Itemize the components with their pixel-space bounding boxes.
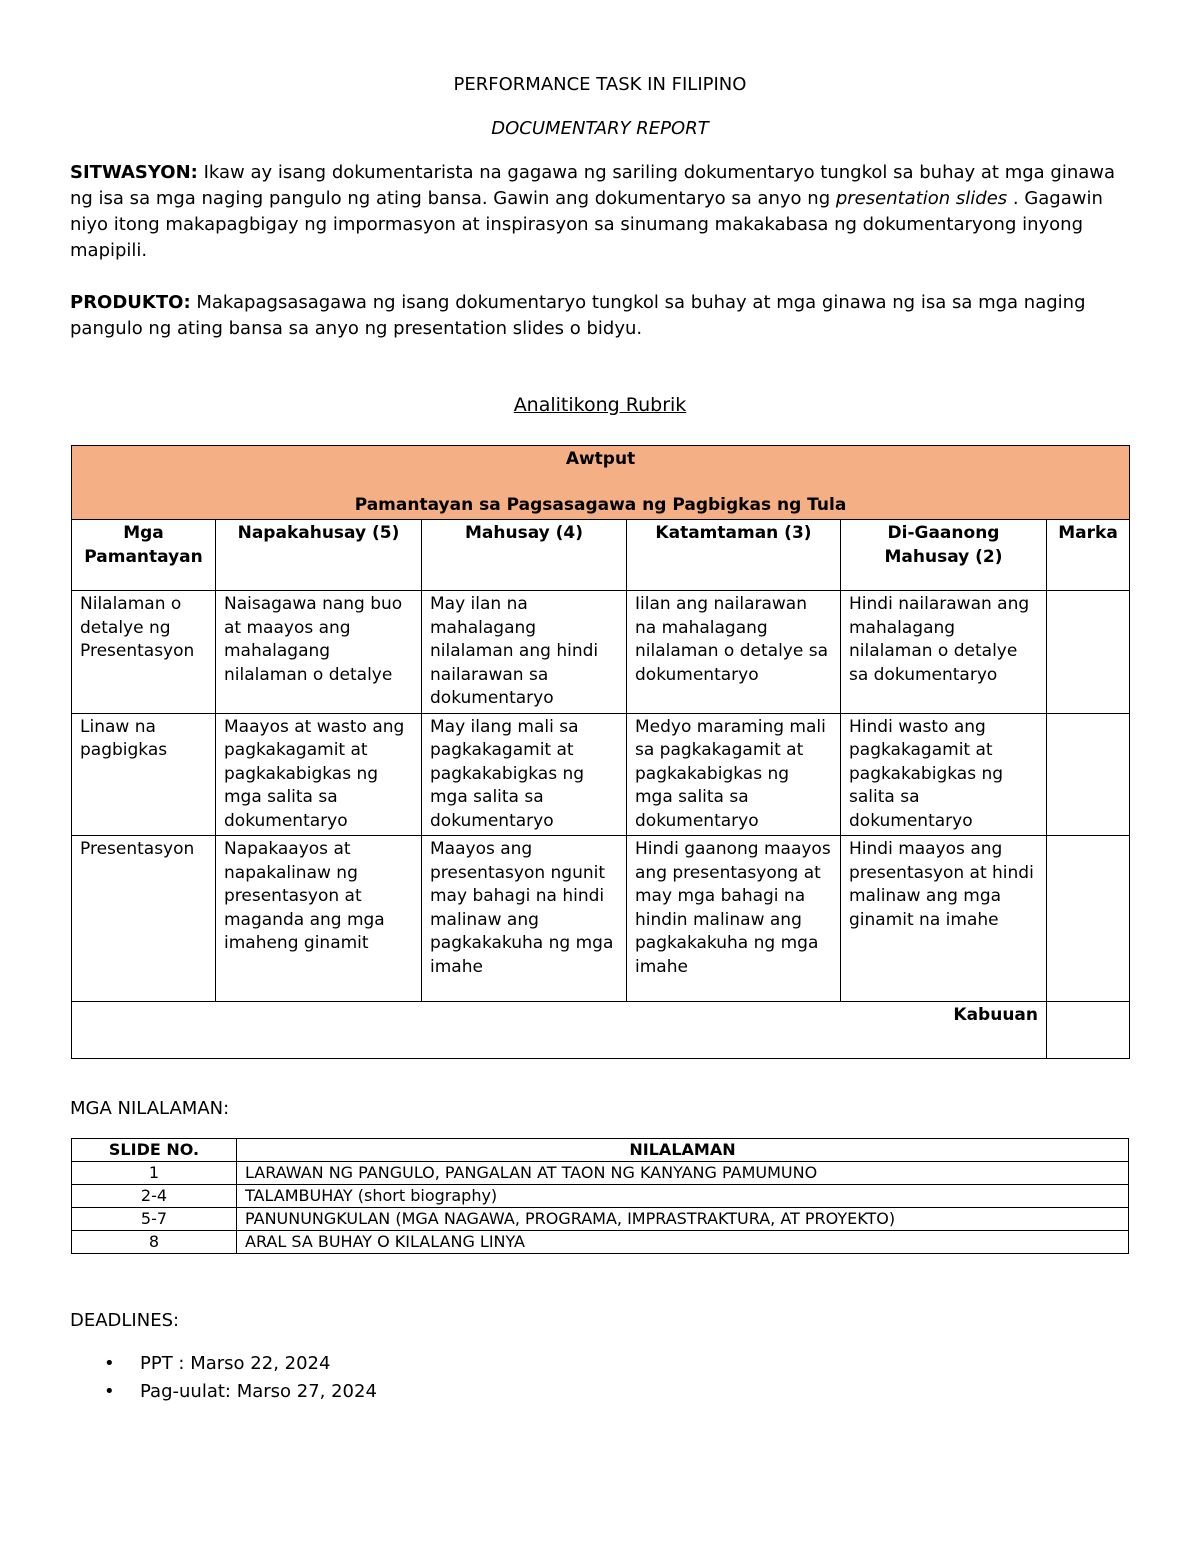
rubric-banner (72, 446, 1130, 520)
situation-label: SITWASYON: (70, 162, 198, 183)
product-paragraph (70, 290, 1120, 342)
page-subtitle: DOCUMENTARY REPORT (491, 118, 709, 139)
rubric-cell: Hindi nailarawan ang mahalagang nilalaman o detalye sa dokumentaryo (841, 591, 1047, 714)
slide-number: 5-7 (72, 1208, 237, 1231)
contents-label: MGA NILALAMAN: (70, 1098, 230, 1119)
total-row (72, 1002, 1130, 1059)
rubric-cell: Hindi gaanong maayos ang presentasyong at may mga bahagi na hindin malinaw ang pagkakakuha ng mga imahe (627, 836, 841, 1002)
slide-content: LARAWAN NG PANGULO, PANGALAN AT TAON NG KANYANG PAMUMUNO (237, 1162, 1129, 1185)
rubric-cell: Maayos at wasto ang pagkakagamit at pagkakabigkas ng mga salita sa dokumentaryo (216, 713, 422, 836)
slide-content: ARAL SA BUHAY O KILALANG LINYA (237, 1231, 1129, 1254)
bullet-icon: • (104, 1381, 115, 1402)
column-header: Napakahusay (5) (216, 520, 422, 591)
rubric-banner-title: Awtput (565, 449, 636, 469)
rubric-table (71, 445, 1130, 1059)
table-row (72, 1208, 1129, 1231)
rubric-cell: Iilan ang nailarawan na mahalagang nilalaman o detalye sa dokumentaryo (627, 591, 841, 714)
list-item (104, 1378, 377, 1406)
column-header: SLIDE NO. (72, 1139, 237, 1162)
rubric-header-row (72, 520, 1130, 591)
table-row (72, 1185, 1129, 1208)
rubric-cell: Hindi maayos ang presentasyon at hindi malinaw ang mga ginamit na imahe (841, 836, 1047, 1002)
deadlines-label: DEADLINES: (70, 1310, 180, 1331)
rubric-heading: Analitikong Rubrik (513, 394, 687, 416)
slide-content: TALAMBUHAY (short biography) (237, 1185, 1129, 1208)
slide-number: 1 (72, 1162, 237, 1185)
column-header: Di-Gaanong Mahusay (2) (841, 520, 1047, 591)
rubric-banner-row (72, 446, 1130, 520)
situation-emphasis: presentation slides (835, 188, 1008, 209)
criterion-cell: Nilalaman o detalye ng Presentasyon (72, 591, 216, 714)
column-header: NILALAMAN (237, 1139, 1129, 1162)
product-label: PRODUKTO: (70, 292, 191, 313)
situation-paragraph (70, 160, 1120, 264)
rubric-cell: May ilan na mahalagang nilalaman ang hindi nailarawan sa dokumentaryo (422, 591, 627, 714)
table-row (72, 1162, 1129, 1185)
contents-table (71, 1138, 1129, 1254)
table-row (72, 713, 1130, 836)
criterion-cell: Presentasyon (72, 836, 216, 1002)
product-text: Makapagsasagawa ng isang dokumentaryo tungkol sa buhay at mga ginawa ng isa sa mga naging pangulo ng ating bansa sa anyo ng presentation slides o bidyu. (70, 292, 1086, 339)
bullet-icon: • (104, 1353, 115, 1374)
column-header: Mga Pamantayan (72, 520, 216, 591)
rubric-banner-subtitle: Pamantayan sa Pagsasagawa ng Pagbigkas ng Tula (354, 494, 847, 515)
situation-text: Ikaw ay isang dokumentarista na gagawa ng sariling dokumentaryo tungkol sa buhay at mga ginawa ng isa sa mga naging pangulo ng ating bansa. Gawin ang dokumentaryo sa anyo ng (70, 162, 1116, 209)
criterion-cell: Linaw na pagbigkas (72, 713, 216, 836)
slide-number: 8 (72, 1231, 237, 1254)
table-row (72, 591, 1130, 714)
column-header: Katamtaman (3) (627, 520, 841, 591)
rubric-cell: Medyo maraming mali sa pagkakagamit at pagkakabigkas ng mga salita sa dokumentaryo (627, 713, 841, 836)
deadline-text: PPT : Marso 22, 2024 (140, 1353, 331, 1374)
table-row (72, 836, 1130, 1002)
slide-number: 2-4 (72, 1185, 237, 1208)
total-score-cell[interactable] (1047, 1002, 1130, 1059)
deadlines-list (104, 1350, 377, 1406)
rubric-cell: May ilang mali sa pagkakagamit at pagkakabigkas ng mga salita sa dokumentaryo (422, 713, 627, 836)
situation-text-end: . Gagawin niyo itong makapagbigay ng impormasyon at inspirasyon sa sinumang makakabasa ng dokumentaryong inyong mapipili. (70, 188, 1103, 261)
rubric-cell: Naisagawa nang buo at maayos ang mahalagang nilalaman o detalye (216, 591, 422, 714)
rubric-cell: Hindi wasto ang pagkakagamit at pagkakabigkas ng salita sa dokumentaryo (841, 713, 1047, 836)
rubric-cell: Maayos ang presentasyon ngunit may bahagi na hindi malinaw ang pagkakakuha ng mga imahe (422, 836, 627, 1002)
table-row (72, 1231, 1129, 1254)
list-item (104, 1350, 377, 1378)
score-cell[interactable] (1047, 591, 1130, 714)
score-cell[interactable] (1047, 713, 1130, 836)
column-header: Marka (1047, 520, 1130, 591)
score-cell[interactable] (1047, 836, 1130, 1002)
deadline-text: Pag-uulat: Marso 27, 2024 (140, 1381, 377, 1402)
page-title: PERFORMANCE TASK IN FILIPINO (453, 74, 747, 95)
column-header: Mahusay (4) (422, 520, 627, 591)
contents-header-row (72, 1139, 1129, 1162)
total-label: Kabuuan (72, 1002, 1047, 1059)
rubric-cell: Napakaayos at napakalinaw ng presentasyon at maganda ang mga imaheng ginamit (216, 836, 422, 1002)
slide-content: PANUNUNGKULAN (MGA NAGAWA, PROGRAMA, IMPRASTRAKTURA, AT PROYEKTO) (237, 1208, 1129, 1231)
